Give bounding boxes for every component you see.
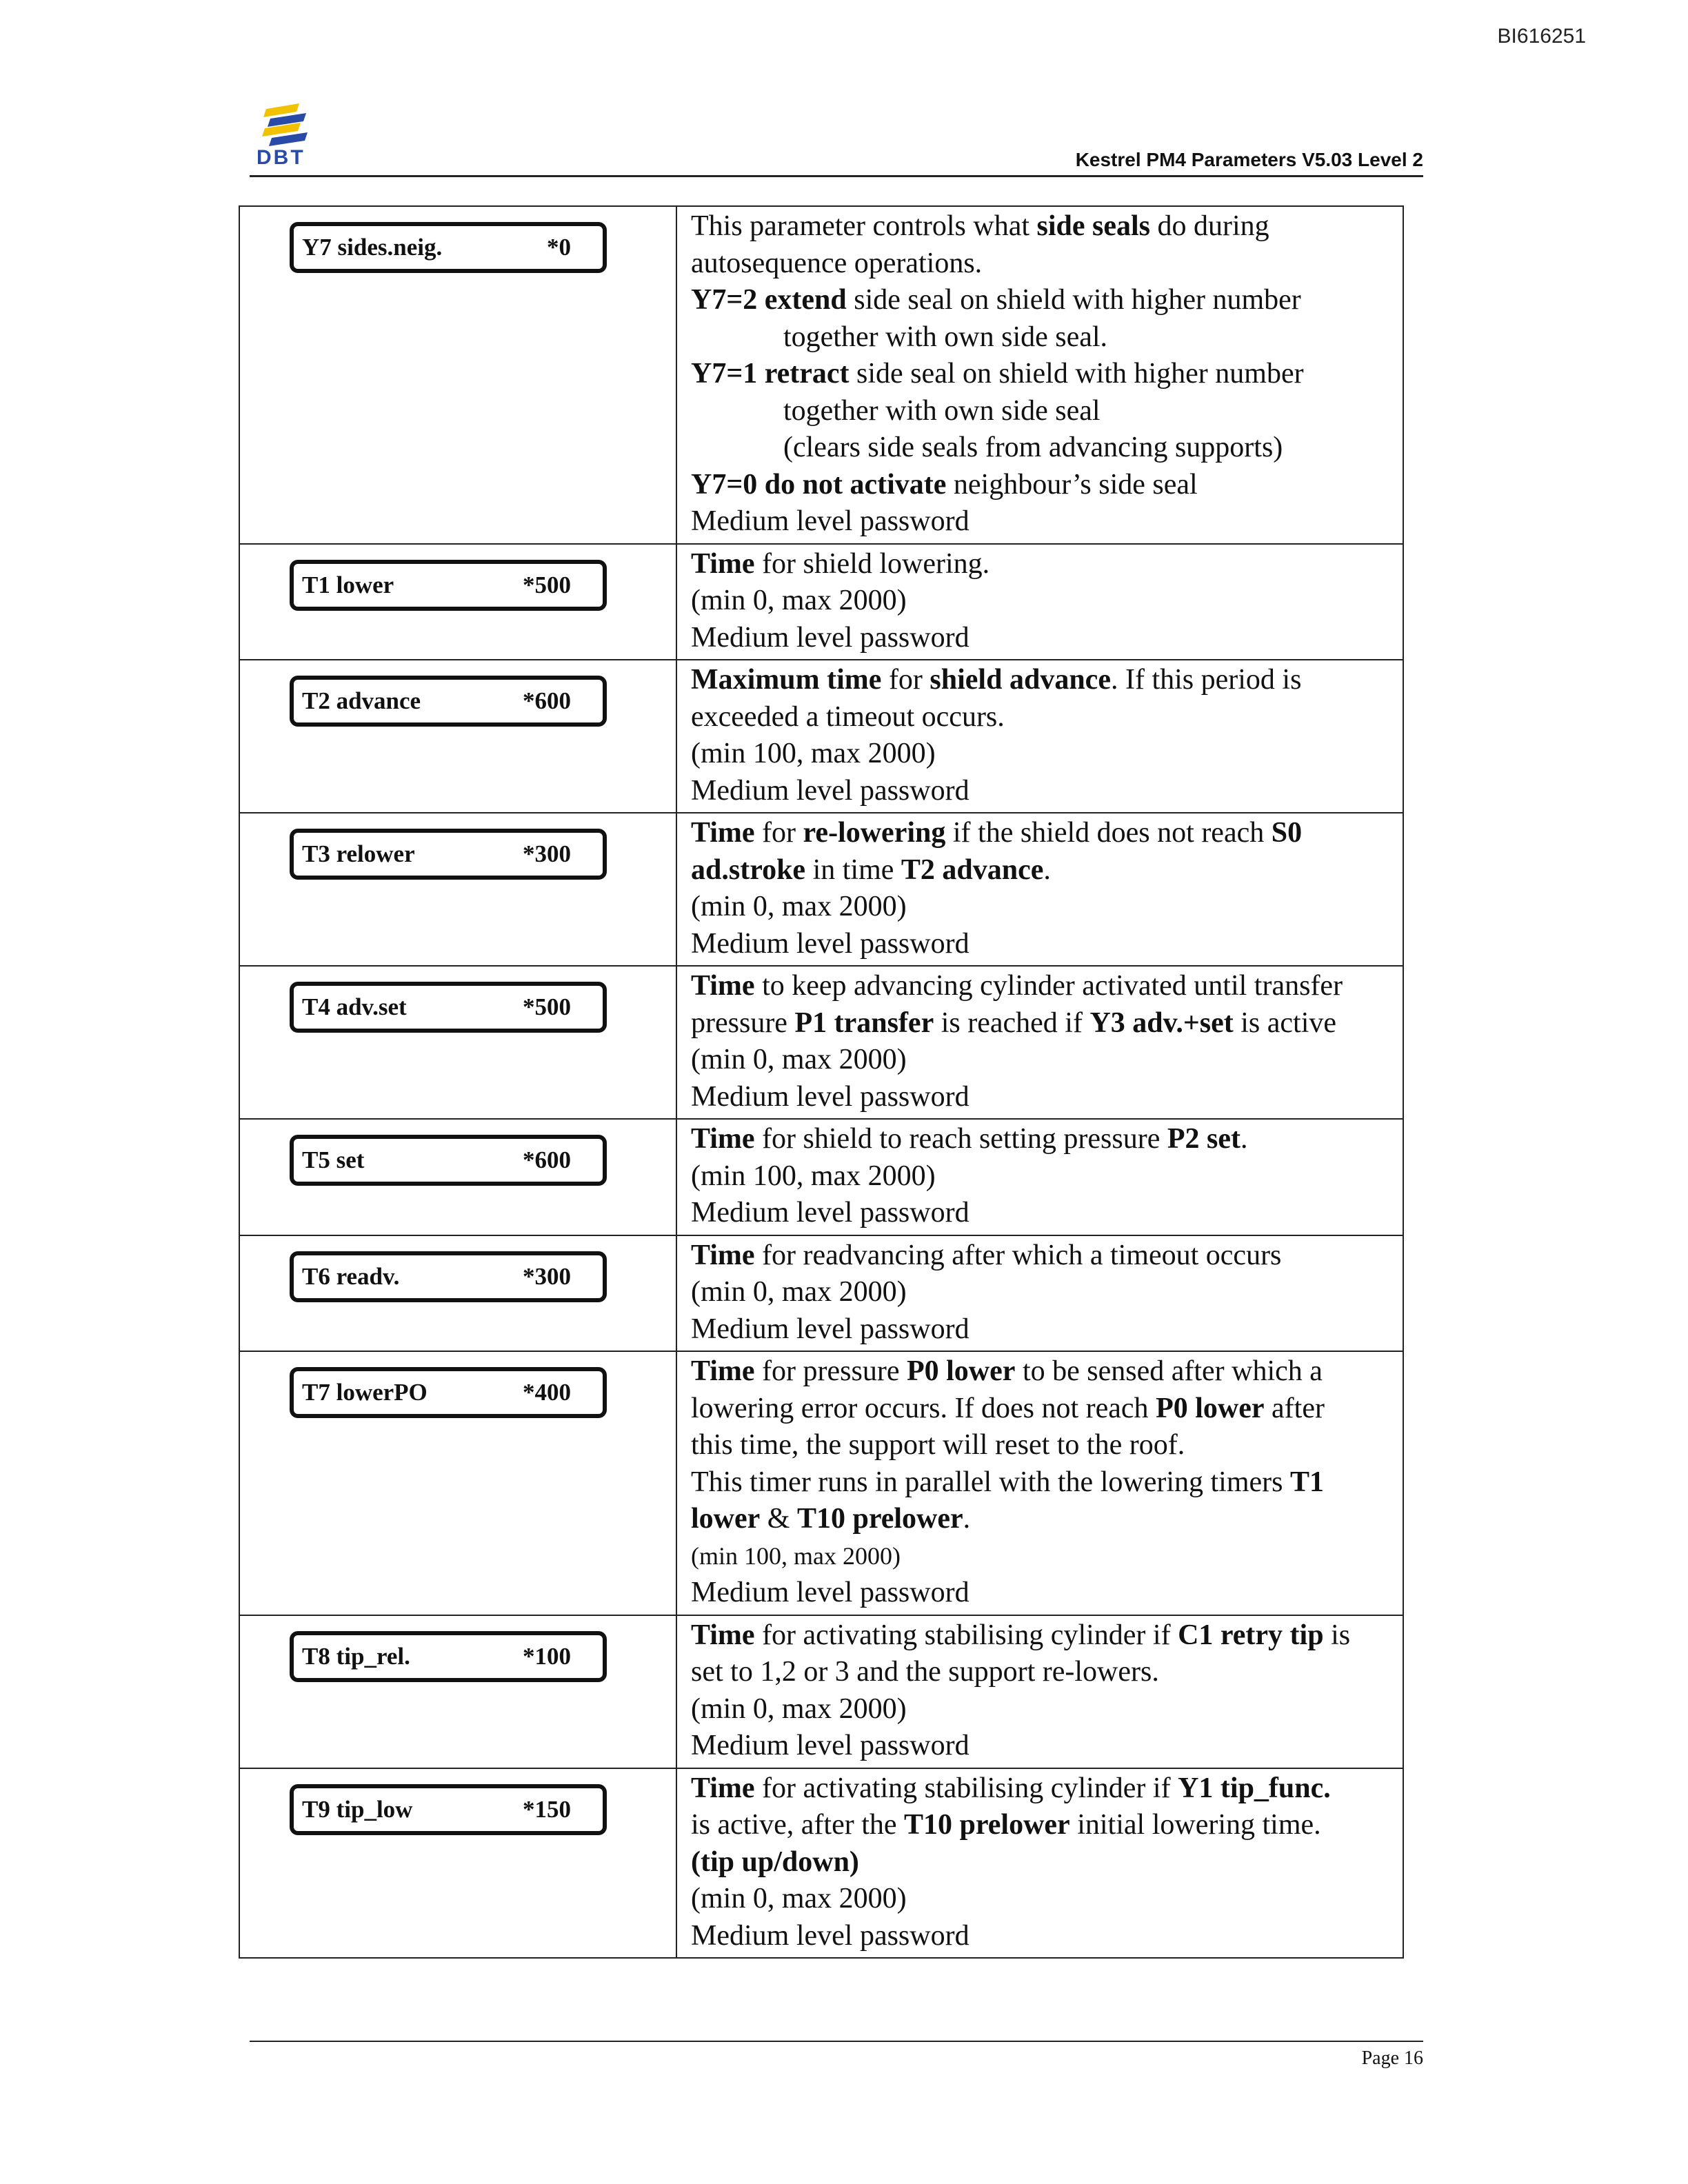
parameter-label: T3 relower (302, 840, 415, 867)
text-run: Medium level password (691, 1313, 969, 1345)
text-run: for shield lowering. (754, 547, 990, 580)
text-run: together with own side seal. (783, 321, 1108, 353)
parameter-display (290, 676, 607, 727)
parameter-default-value: *500 (523, 571, 571, 598)
parameter-display-cell (239, 1235, 676, 1352)
description-line (691, 1844, 1396, 1881)
bold-text: T10 prelower (904, 1809, 1070, 1841)
bold-text: Y7=2 extend (691, 284, 847, 316)
description-line (691, 1042, 1396, 1079)
parameter-default-value: *0 (547, 234, 571, 261)
bold-text: P2 set (1167, 1123, 1241, 1155)
text-run: Medium level password (691, 1197, 969, 1228)
text-run: This timer runs in parallel with the lowering timers (691, 1466, 1290, 1498)
parameter-row (239, 1235, 1403, 1352)
logo-text: DBT (257, 146, 305, 169)
parameter-description (676, 813, 1403, 966)
text-run: for shield to reach setting pressure (754, 1123, 1167, 1155)
text-run: initial lowering time. (1069, 1809, 1321, 1841)
text-run: pressure (691, 1007, 795, 1039)
text-run: lowering error occurs. If does not reach (691, 1392, 1156, 1424)
description-line (691, 1728, 1396, 1765)
text-run: together with own side seal (783, 394, 1101, 427)
description-line (691, 662, 1396, 699)
text-run: Medium level password (691, 1919, 969, 1952)
text-run: is (1323, 1619, 1351, 1651)
text-run: . If this period is (1110, 664, 1302, 696)
parameter-default-value: *600 (523, 1146, 571, 1173)
parameter-row (239, 1119, 1403, 1235)
parameter-display-cell (239, 1615, 676, 1768)
text-run: (min 100, max 2000) (691, 1160, 936, 1192)
description-line (691, 1237, 1396, 1275)
description-line (691, 773, 1396, 810)
parameter-default-value: *300 (523, 1262, 571, 1290)
description-line (691, 1617, 1396, 1655)
text-run: side seal on shield with higher number (849, 358, 1304, 390)
description-line (691, 1121, 1396, 1158)
description-line (691, 356, 1396, 393)
text-run: & (760, 1503, 797, 1535)
parameter-display (290, 982, 607, 1033)
parameter-display (290, 1367, 607, 1418)
text-run: if the shield does not reach (945, 817, 1272, 849)
text-run: to be sensed after which a (1015, 1355, 1323, 1387)
bold-text: Time (691, 547, 755, 580)
description-line (691, 968, 1396, 1005)
text-run: is active (1233, 1007, 1337, 1039)
text-run: Medium level password (691, 1080, 969, 1113)
parameter-description (676, 1119, 1403, 1235)
description-line (691, 503, 1396, 540)
description-line (691, 699, 1396, 736)
bold-text: S0 (1271, 817, 1303, 849)
parameter-display (290, 1135, 607, 1186)
text-run: do during (1150, 210, 1269, 242)
parameter-display-cell (239, 544, 676, 660)
parameter-description (676, 544, 1403, 660)
bold-text: Time (691, 1123, 755, 1155)
text-run: for activating stabilising cylinder if (754, 1619, 1178, 1651)
parameter-description (676, 1768, 1403, 1959)
parameter-row (239, 813, 1403, 966)
header-title: Kestrel PM4 Parameters V5.03 Level 2 (1075, 149, 1423, 170)
parameter-display (290, 1631, 607, 1682)
text-run: exceeded a timeout occurs. (691, 700, 1005, 733)
page-number: Page 16 (1361, 2048, 1423, 2069)
text-run: neighbour’s side seal (946, 468, 1198, 501)
parameter-label: T8 tip_rel. (302, 1642, 410, 1670)
description-line (691, 467, 1396, 504)
bold-text: Time (691, 1355, 755, 1387)
parameter-display-cell (239, 1768, 676, 1959)
description-line (691, 1770, 1396, 1808)
description-line (691, 319, 1396, 356)
parameter-display (290, 829, 607, 880)
text-run: autosequence operations. (691, 247, 983, 279)
parameter-description (676, 206, 1403, 544)
text-run: set to 1,2 or 3 and the support re-lowers. (691, 1656, 1159, 1688)
text-run: (min 100, max 2000) (691, 738, 936, 769)
parameter-default-value: *300 (523, 840, 571, 867)
description-line (691, 393, 1396, 430)
description-line (691, 1464, 1396, 1502)
description-line (691, 1353, 1396, 1391)
text-run: (min 0, max 2000) (691, 1692, 907, 1725)
description-line (691, 852, 1396, 889)
text-run: (min 0, max 2000) (691, 1276, 907, 1308)
bold-text: Y1 tip_func. (1178, 1772, 1331, 1804)
text-run: Medium level password (691, 774, 969, 807)
parameter-default-value: *600 (523, 687, 571, 714)
parameter-display-cell (239, 813, 676, 966)
description-line (691, 1881, 1396, 1918)
description-line (691, 1311, 1396, 1348)
parameter-display (290, 560, 607, 611)
parameter-label: T1 lower (302, 571, 394, 598)
bold-text: T10 prelower (796, 1503, 963, 1535)
description-line (691, 282, 1396, 319)
description-line (691, 815, 1396, 852)
parameter-description (676, 660, 1403, 813)
text-run: Medium level password (691, 1577, 969, 1608)
parameter-label: Y7 sides.neig. (302, 234, 443, 261)
text-run: this time, the support will reset to the roof. (691, 1429, 1185, 1461)
text-run: (min 0, max 2000) (691, 585, 907, 616)
parameter-label: T9 tip_low (302, 1795, 413, 1823)
text-run: . (963, 1503, 971, 1535)
text-run: (min 0, max 2000) (691, 891, 907, 922)
text-run: Medium level password (691, 505, 969, 537)
parameter-display (290, 1784, 607, 1835)
text-run: (clears side seals from advancing supports) (783, 432, 1283, 463)
description-line (691, 546, 1396, 583)
text-run: (min 0, max 2000) (691, 1883, 907, 1914)
parameter-label: T6 readv. (302, 1262, 400, 1290)
text-run: for (881, 664, 930, 696)
text-run: Medium level password (691, 927, 969, 960)
description-line (691, 1005, 1396, 1042)
description-line (691, 926, 1396, 963)
description-line (691, 1079, 1396, 1116)
text-run: (min 100, max 2000) (691, 1541, 901, 1570)
description-line (691, 1427, 1396, 1464)
description-line (691, 1691, 1396, 1728)
description-line (691, 208, 1396, 245)
parameter-label: T7 lowerPO (302, 1379, 428, 1406)
bold-text: Time (691, 1619, 755, 1651)
bold-text: P0 lower (1156, 1392, 1265, 1424)
parameter-display-cell (239, 1351, 676, 1615)
parameter-default-value: *100 (523, 1642, 571, 1670)
text-run: . (1043, 853, 1051, 886)
description-line (691, 1158, 1396, 1195)
text-run: for readvancing after which a timeout occurs (754, 1239, 1282, 1271)
parameter-row (239, 1615, 1403, 1768)
parameter-description (676, 1351, 1403, 1615)
parameter-default-value: *500 (523, 993, 571, 1020)
description-line (691, 1391, 1396, 1428)
bold-text: P0 lower (906, 1355, 1016, 1387)
bold-text: C1 retry tip (1178, 1619, 1324, 1651)
description-line (691, 1501, 1396, 1538)
description-line (691, 1538, 1396, 1575)
bold-text: Time (691, 1239, 755, 1271)
parameter-row (239, 660, 1403, 813)
bold-text: T1 (1289, 1466, 1324, 1498)
text-run: in time (805, 853, 901, 886)
bold-text: Y3 adv.+set (1089, 1007, 1234, 1039)
description-line (691, 620, 1396, 657)
parameter-row (239, 544, 1403, 660)
description-line (691, 1918, 1396, 1955)
parameter-display-cell (239, 206, 676, 544)
parameters-table (239, 205, 1404, 1959)
bold-text: ad.stroke (691, 853, 806, 886)
document-id: BI616251 (1497, 25, 1586, 48)
parameter-label: T4 adv.set (302, 993, 407, 1020)
parameter-description (676, 966, 1403, 1119)
parameter-display-cell (239, 660, 676, 813)
parameter-display-cell (239, 966, 676, 1119)
text-run: side seal on shield with higher number (846, 284, 1301, 316)
parameter-label: T2 advance (302, 687, 421, 714)
text-run: for pressure (754, 1355, 907, 1387)
parameter-display-cell (239, 1119, 676, 1235)
text-run: for (754, 817, 803, 849)
description-line (691, 429, 1396, 467)
description-line (691, 1575, 1396, 1612)
description-line (691, 736, 1396, 773)
description-line (691, 1274, 1396, 1311)
parameter-row (239, 1768, 1403, 1959)
parameter-display (290, 222, 607, 273)
bold-text: Y7=1 retract (691, 358, 850, 390)
text-run: Medium level password (691, 621, 969, 654)
text-run: after (1264, 1392, 1325, 1424)
bold-text: T2 advance (901, 853, 1044, 886)
parameter-row (239, 966, 1403, 1119)
bold-text: Time (691, 1772, 755, 1804)
header-rule (250, 175, 1423, 177)
description-line (691, 889, 1396, 926)
text-run: . (1240, 1123, 1248, 1155)
parameter-default-value: *400 (523, 1379, 571, 1406)
description-line (691, 1807, 1396, 1844)
parameter-row (239, 206, 1403, 544)
text-run: This parameter controls what (691, 210, 1037, 242)
text-run: (min 0, max 2000) (691, 1044, 907, 1075)
text-run: to keep advancing cylinder activated until transfer (754, 970, 1343, 1002)
bold-text: Time (691, 970, 755, 1002)
description-line (691, 245, 1396, 283)
bold-text: (tip up/down) (691, 1846, 859, 1878)
description-line (691, 583, 1396, 620)
parameter-description (676, 1235, 1403, 1352)
parameter-default-value: *150 (523, 1795, 571, 1823)
footer-rule (250, 2041, 1423, 2042)
bold-text: side seals (1036, 210, 1151, 242)
bold-text: Maximum time (691, 664, 882, 696)
bold-text: P1 transfer (794, 1007, 934, 1039)
bold-text: re-lowering (803, 817, 946, 849)
parameter-row (239, 1351, 1403, 1615)
description-line (691, 1195, 1396, 1232)
parameter-display (290, 1251, 607, 1302)
text-run: Medium level password (691, 1730, 969, 1761)
text-run: is active, after the (691, 1809, 905, 1841)
bold-text: Y7=0 do not activate (691, 468, 947, 501)
bold-text: Time (691, 817, 755, 849)
parameter-label: T5 set (302, 1146, 365, 1173)
bold-text: lower (691, 1503, 761, 1535)
description-line (691, 1654, 1396, 1691)
text-run: is reached if (934, 1007, 1090, 1039)
bold-text: shield advance (930, 664, 1111, 696)
text-run: for activating stabilising cylinder if (754, 1772, 1178, 1804)
parameter-description (676, 1615, 1403, 1768)
